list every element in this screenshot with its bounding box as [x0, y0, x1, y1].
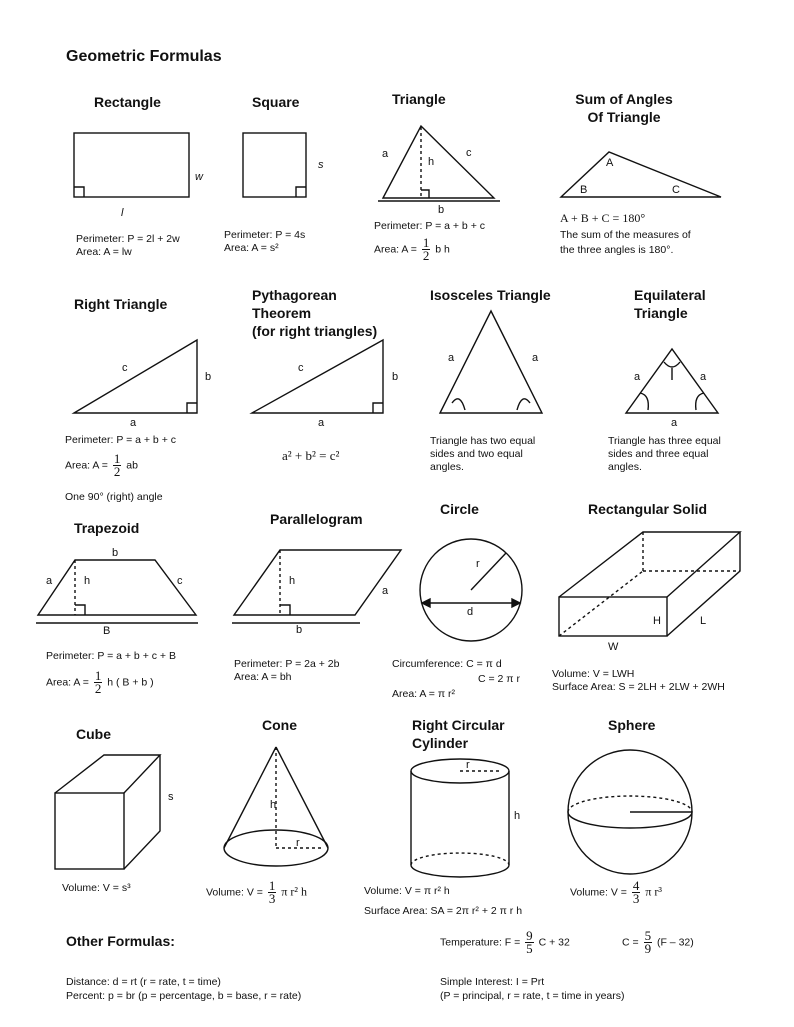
- equilateral-title: Equilateral Triangle: [634, 287, 706, 321]
- svg-text:b: b: [392, 371, 399, 383]
- rect-solid-surface: Surface Area: S = 2LH + 2LW + 2WH: [552, 681, 725, 693]
- temperature-formula: Temperature: F = $\frac{9}{5}$ C + 32: [440, 928, 570, 956]
- svg-text:c: c: [466, 147, 472, 159]
- right-triangle-angle: One 90° (right) angle: [65, 491, 163, 503]
- svg-text:h: h: [428, 156, 435, 168]
- svg-text:s: s: [318, 159, 324, 171]
- svg-text:a: a: [448, 352, 455, 364]
- svg-text:a: a: [700, 371, 707, 383]
- isosceles-line-1: Triangle has two equal: [430, 435, 536, 447]
- svg-text:B: B: [580, 184, 588, 196]
- svg-text:C: C: [672, 184, 680, 196]
- svg-text:h: h: [270, 799, 277, 811]
- svg-text:h: h: [84, 575, 91, 587]
- cylinder-volume: Volume: V = π r² h: [364, 885, 450, 897]
- svg-text:b: b: [296, 624, 303, 636]
- equilateral-line-2: sides and three equal: [608, 448, 709, 460]
- circle-circumference-2: C = 2 π r: [478, 673, 520, 685]
- cylinder-title: Right Circular Cylinder: [412, 717, 505, 751]
- trapezoid-title: Trapezoid: [74, 520, 140, 536]
- svg-text:a: a: [634, 371, 641, 383]
- circle-circumference-1: Circumference: C = π d: [392, 658, 502, 670]
- svg-text:c: c: [122, 362, 128, 374]
- right-triangle-area: Area: A = $\frac{1}{2}$ ab: [65, 451, 138, 479]
- sphere-title: Sphere: [608, 717, 656, 733]
- parallelogram-area: Area: A = bh: [234, 671, 292, 683]
- angles-line-1: The sum of the measures of: [560, 229, 691, 241]
- svg-text:s: s: [168, 791, 174, 803]
- other-formulas-title: Other Formulas:: [66, 933, 175, 949]
- square-perimeter: Perimeter: P = 4s: [224, 229, 306, 241]
- angles-line-2: the three angles is 180°.: [560, 244, 674, 256]
- svg-text:B: B: [103, 625, 111, 637]
- fraction: $\frac{5}{9}$: [644, 928, 652, 956]
- cube-title: Cube: [76, 726, 111, 742]
- svg-text:c: c: [298, 362, 304, 374]
- fraction: $\frac{1}{3}$: [268, 878, 276, 906]
- svg-text:a: a: [532, 352, 539, 364]
- triangle-title: Triangle: [392, 91, 446, 107]
- svg-text:b: b: [205, 371, 212, 383]
- rectangle-area: Area: A = lw: [76, 246, 132, 258]
- interest-formula: Simple Interest: I = Prt: [440, 976, 545, 988]
- fraction: $\frac{9}{5}$: [526, 928, 533, 956]
- svg-text:a: a: [671, 417, 678, 429]
- isosceles-line-3: angles.: [430, 461, 464, 473]
- svg-text:L: L: [700, 615, 707, 627]
- page-title: Geometric Formulas: [66, 48, 222, 65]
- angles-formula: A + B + C = 180°: [560, 211, 646, 225]
- rectangle-title: Rectangle: [94, 94, 161, 110]
- equilateral-line-3: angles.: [608, 461, 642, 473]
- svg-text:a: a: [130, 417, 137, 429]
- svg-text:h: h: [289, 575, 296, 587]
- svg-text:w: w: [195, 171, 203, 183]
- svg-text:b: b: [438, 204, 445, 216]
- fraction: $\frac{4}{3}$: [632, 878, 640, 906]
- equilateral-line-1: Triangle has three equal: [608, 435, 721, 447]
- triangle-area: Area: A = $\frac{1}{2}$ b h: [374, 235, 450, 263]
- svg-text:A: A: [606, 157, 614, 169]
- parallelogram-title: Parallelogram: [270, 511, 363, 527]
- cylinder-surface: Surface Area: SA = 2π r² + 2 π r h: [364, 905, 523, 917]
- rectangle-perimeter: Perimeter: P = 2l + 2w: [76, 233, 180, 245]
- svg-text:l: l: [121, 207, 124, 219]
- svg-text:c: c: [177, 575, 183, 587]
- svg-text:d: d: [467, 606, 474, 618]
- circle-area: Area: A = π r²: [392, 688, 455, 700]
- right-triangle-perimeter: Perimeter: P = a + b + c: [65, 434, 176, 446]
- percent-formula: Percent: p = br (p = percentage, b = base, r = rate): [66, 990, 302, 1002]
- pythagorean-title: Pythagorean Theorem (for right triangles): [252, 287, 378, 339]
- svg-text:H: H: [653, 615, 661, 627]
- svg-text:h: h: [514, 810, 521, 822]
- svg-text:a: a: [318, 417, 325, 429]
- svg-text:a: a: [382, 585, 389, 597]
- circle-title: Circle: [440, 501, 479, 517]
- trapezoid-area: Area: A = $\frac{1}{2}$ h ( B + b ): [46, 668, 154, 696]
- svg-text:a: a: [382, 148, 389, 160]
- svg-text:W: W: [608, 641, 619, 653]
- svg-text:r: r: [466, 759, 470, 771]
- square-title: Square: [252, 94, 300, 110]
- fraction: $\frac{1}{2}$: [422, 235, 430, 263]
- cone-volume: Volume: V = $\frac{1}{3}$ π r² h: [206, 878, 307, 906]
- pythagorean-formula: a² + b² = c²: [282, 448, 340, 463]
- parallelogram-perimeter: Perimeter: P = 2a + 2b: [234, 658, 340, 670]
- celsius-formula: C = $\frac{5}{9}$ (F – 32): [622, 928, 694, 956]
- square-area: Area: A = s²: [224, 242, 279, 254]
- svg-text:a: a: [46, 575, 53, 587]
- trapezoid-perimeter: Perimeter: P = a + b + c + B: [46, 650, 176, 662]
- rect-solid-volume: Volume: V = LWH: [552, 668, 635, 680]
- fraction: $\frac{1}{2}$: [94, 668, 102, 696]
- triangle-perimeter: Perimeter: P = a + b + c: [374, 220, 485, 232]
- isosceles-line-2: sides and two equal: [430, 448, 523, 460]
- isosceles-title: Isosceles Triangle: [430, 287, 551, 303]
- right-triangle-title: Right Triangle: [74, 296, 168, 312]
- fraction: $\frac{1}{2}$: [113, 451, 121, 479]
- cube-volume: Volume: V = s³: [62, 882, 131, 894]
- interest-note: (P = principal, r = rate, t = time in years): [440, 990, 625, 1002]
- distance-formula: Distance: d = rt (r = rate, t = time): [66, 976, 221, 988]
- rect-solid-title: Rectangular Solid: [588, 501, 708, 517]
- svg-text:r: r: [476, 558, 480, 570]
- svg-text:r: r: [296, 837, 300, 849]
- cone-title: Cone: [262, 717, 297, 733]
- sphere-volume: Volume: V = $\frac{4}{3}$ π r³: [570, 878, 662, 906]
- angles-title: Sum of Angles Of Triangle: [575, 91, 673, 125]
- svg-text:b: b: [112, 547, 119, 559]
